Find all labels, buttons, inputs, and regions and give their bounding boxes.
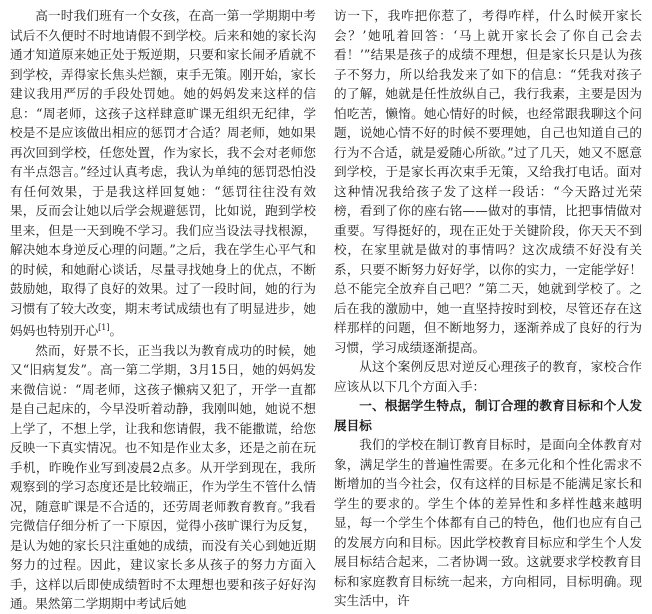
paragraph: 我们的学校在制订教育目标时，是面向全体教育对象，满足学生的普遍性需要。在多元化和个性化需求不断增加的当今社会，仅有这样的目标是不能满足家长和学生的要求的。学生个体的差异性和多样性越来越明显，每一个学生个体都有自己的特色，他们也应有自己的发展方向和目标。因此学校教育目标应和学生个人发展目标结合起来，二者协调一致。这就要求学校教育目标和家庭教育目标统一起来，方向相同，目标明确。现实生活中，许 — [334, 437, 642, 608]
section-heading: 一、根据学生特点，制订合理的教育目标和个人发展目标 — [334, 398, 642, 433]
citation-marker: [1] — [98, 323, 110, 332]
paragraph: 然而，好景不长，正当我以为教育成功的时候，她又“旧病复发”。高一第二学期，3月15日，她的妈妈发来微信说：“周老师，这孩子懒病又犯了，开学一直都是自己起床的，今早没听着动静，我刚叫她，她说不想上学了，不想上学，让我和您请假，我不能撒谎，给您反映一下真实情况。也不知是作业太多，还是之前在玩手机，昨晚作业写到凌晨2点多。从开学到现在，我所观察到的学习态度还是比较端正，作为学生不管什么情况，随意旷课是不合适的，还劳周老师教育教育。”我看完微信仔细分析了一下原因，觉得小孩旷课行为反复，是认为她的家长只注重她的成绩，而没有关心到她近期努力的过程。因此，建议家长多从孩子的努力方面入手，这样以后即使成绩暂时不太理想也要和孩子好好沟通。果然第二学期期中考试后她 — [10, 342, 316, 612]
paragraph: 从这个案例反思对逆反心理孩子的教育，家校合作应该从以下几个方面入手： — [334, 359, 642, 394]
right-column — [334, 6, 642, 611]
paragraph: 高一时我们班有一个女孩，在高一第一学期期中考试后不久便时不时地请假不到学校。后来和她的家长沟通才知道原来她正处于叛逆期，只要和家长闹矛盾就不到学校，弄得家长焦头烂额，束手无策。刚开始，家长建议我用严厉的手段处罚她。她的妈妈发来这样的信息：“周老师，这孩子这样肆意旷课无组织无纪律，学校是不是应该做出相应的惩罚才合适？周老师，她如果再次回到学校，任您处置，作为家长，我不会对老师您有半点怨言。”经过认真考虑，我认为单纯的惩罚恐怕没有任何效果，于是我这样回复她：“惩罚往往没有效果，反而会让她以后学会规避惩罚，比如说，跑到学校里来，但是一天到晚不学习。我们应当设法寻找根源，解决她本身逆反心理的问题。”之后，我在学生心平气和的时候，和她耐心谈话，尽量寻找她身上的优点，不断鼓励她，取得了良好的效果。过了一段时间，她的行为习惯有了较大改变，期末考试成绩也有了明显进步，她妈妈也特别开心[1]。 — [10, 8, 316, 339]
paragraph: 访一下，我咋把你惹了，考得咋样，什么时候开家长会？’她吼着回答：‘马上就开家长会了你自己会去看！’”结果是孩子的成绩不理想，但是家长只是认为孩子不努力，所以给我发来了如下的信息：“凭我对孩子的了解，她就是任性放纵自己，我行我素，主要是因为怕吃苦，懒惰。她心情好的时候，也经常跟我聊这个问题，说她心情不好的时候不要理她，自己也知道自己的行为不合适，就是爱随心所欲。”过了几天，她又不愿意到学校，于是家长再次束手无策，又给我打电话。面对这种情况我给孩子发了这样一段话：“今天路过光荣榜，看到了你的座右铭——做对的事情，比把事情做对重要。写得挺好的，现在正处于关键阶段，你天天不到校，在家里就是做对的事情吗？这次成绩不好没有关系，只要不断努力好好学，以你的实力，一定能学好！总不能完全放弃自己吧？”第二天，她就到学校了。之后在我的激励中，她一直坚持按时到校，尽管还存在这样那样的问题，但不断地努力，逐渐养成了良好的行为习惯，学习成绩逐渐提高。 — [334, 8, 642, 355]
left-column — [10, 6, 316, 614]
